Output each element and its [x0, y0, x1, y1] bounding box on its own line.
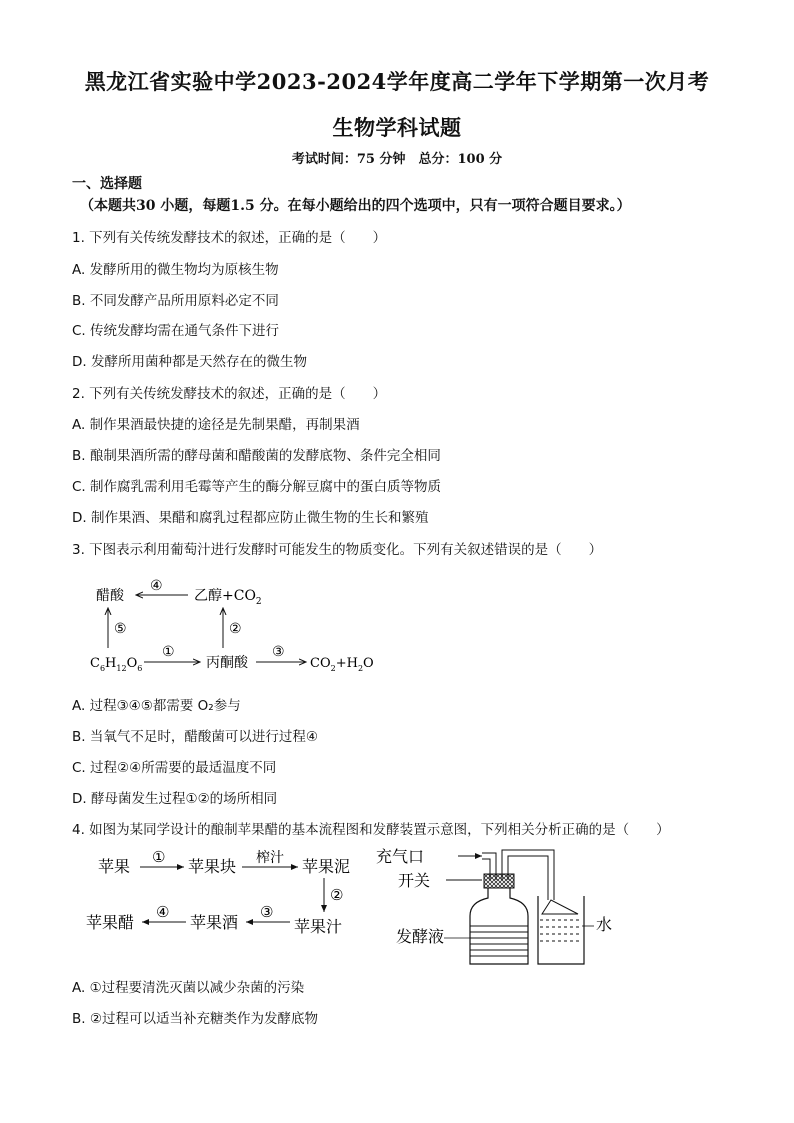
q2-stem: 2. 下列有关传统发酵技术的叙述，正确的是（ ）	[72, 386, 387, 402]
q3-metabolism-diagram	[80, 570, 400, 680]
step1-label: ①	[162, 644, 175, 660]
apple-chunks-label: 苹果块	[188, 857, 237, 876]
q2-option-b: B. 酿制果酒所需的酵母菌和醋酸菌的发酵底物、条件完全相同	[72, 448, 441, 464]
water-label: 水	[596, 915, 613, 934]
step5-label: ⑤	[114, 621, 127, 637]
section-heading: 一、选择题	[72, 176, 142, 192]
step4-label: ④	[150, 578, 163, 594]
q4-option-a: A. ①过程要清洗灭菌以减少杂菌的污染	[72, 980, 305, 996]
flow-step4-label: ④	[156, 903, 170, 921]
q1-option-c: C. 传统发酵均需在通气条件下进行	[72, 323, 280, 339]
inlet-label: 充气口	[376, 847, 425, 866]
exam-meta: 考试时间：75 分钟 总分：100 分	[291, 152, 503, 167]
flow-step1-label: ①	[152, 848, 166, 866]
q1-option-a: A. 发酵所用的微生物均为原核生物	[72, 262, 279, 278]
q4-option-b: B. ②过程可以适当补充糖类作为发酵底物	[72, 1011, 318, 1027]
q3-option-b: B. 当氧气不足时，醋酸菌可以进行过程④	[72, 729, 318, 745]
q4-flow-diagram	[84, 846, 364, 946]
flow-step2-label: ②	[330, 886, 344, 904]
q1-option-d: D. 发酵所用菌种都是天然存在的微生物	[72, 354, 307, 370]
q1-stem: 1. 下列有关传统发酵技术的叙述，正确的是（ ）	[72, 230, 387, 246]
switch-label: 开关	[398, 871, 431, 890]
q4-fermentation-apparatus	[370, 840, 620, 970]
flow-step3-label: ③	[260, 903, 274, 921]
q3-option-a: A. 过程③④⑤都需要 O₂参与	[72, 698, 241, 714]
ethanol-label: 乙醇$+CO_2$	[194, 588, 262, 607]
liquid-label: 发酵液	[396, 927, 445, 946]
q3-option-d: D. 酵母菌发生过程①②的场所相同	[72, 791, 278, 807]
apple-label: 苹果	[98, 857, 131, 876]
apple-wine-label: 苹果酒	[190, 913, 239, 932]
q4-stem: 4. 如图为某同学设计的酿制苹果醋的基本流程图和发酵装置示意图，下列相关分析正确的是（ ）	[72, 822, 670, 838]
apple-puree-label: 苹果泥	[302, 857, 351, 876]
q1-option-b: B. 不同发酵产品所用原料必定不同	[72, 293, 279, 309]
glucose-label: $C_6H_{12}O_6$	[90, 656, 143, 673]
step2-label: ②	[229, 621, 242, 637]
q2-option-d: D. 制作果酒、果醋和腐乳过程都应防止微生物的生长和繁殖	[72, 510, 429, 526]
water-beaker	[538, 896, 584, 964]
exam-title-line1: 黑龙江省实验中学2023-2024学年度高二学年下学期第一次月考	[84, 69, 710, 94]
apple-vinegar-label: 苹果醋	[86, 913, 135, 932]
section-instruction: （本题共30 小题，每题1.5 分。在每小题给出的四个选项中，只有一项符合题目要求。）	[80, 198, 631, 214]
squeeze-label: 榨汁	[256, 850, 284, 866]
q2-option-c: C. 制作腐乳需利用毛霉等产生的酶分解豆腐中的蛋白质等物质	[72, 479, 442, 495]
filter-stopper	[484, 874, 514, 888]
q3-option-c: C. 过程②④所需要的最适温度不同	[72, 760, 277, 776]
q3-stem: 3. 下图表示利用葡萄汁进行发酵时可能发生的物质变化。下列有关叙述错误的是（ ）	[72, 542, 603, 558]
exam-title-line2: 生物学科试题	[332, 115, 462, 140]
step3-label: ③	[272, 644, 285, 660]
co2-h2o-label: $CO_2+H_2O$	[310, 656, 374, 673]
pyruvate-label: 丙酮酸	[206, 655, 248, 671]
acetic-acid-label: 醋酸	[96, 588, 124, 604]
q2-option-a: A. 制作果酒最快捷的途径是先制果醋，再制果酒	[72, 417, 360, 433]
apple-juice-label: 苹果汁	[294, 917, 343, 936]
